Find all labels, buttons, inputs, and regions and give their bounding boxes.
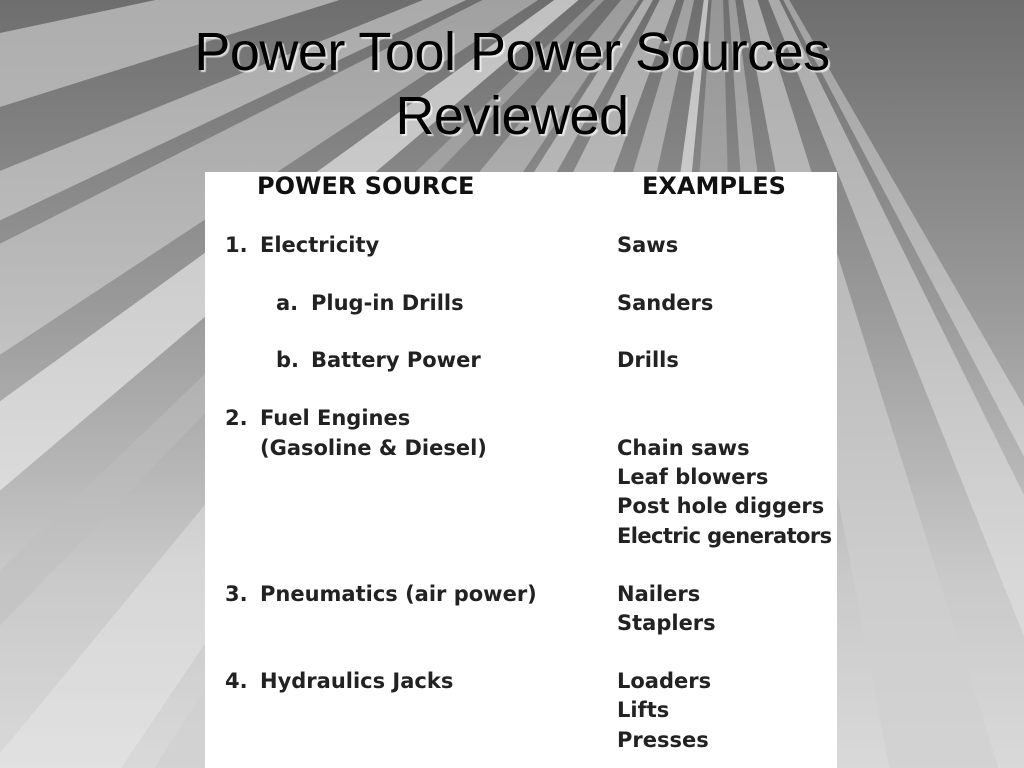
source-number: b.: [276, 348, 300, 372]
example-item: Chain saws: [617, 436, 750, 460]
source-label: Plug-in Drills: [311, 291, 464, 315]
slide-title: [0, 20, 1024, 148]
example-item: Post hole diggers: [617, 494, 825, 518]
example-item: Loaders: [617, 669, 712, 693]
source-label: Pneumatics (air power): [260, 582, 537, 606]
source-number: a.: [276, 291, 299, 315]
source-number: 1.: [225, 233, 248, 257]
source-label: Battery Power: [311, 348, 481, 372]
example-item: Staplers: [617, 611, 716, 635]
source-label: (Gasoline & Diesel): [260, 436, 487, 460]
source-number: 3.: [225, 582, 248, 606]
example-item: Drills: [617, 348, 679, 372]
title-line-1: Power Tool Power Sources: [194, 22, 830, 82]
example-item: Saws: [617, 233, 679, 257]
example-item: Lifts: [617, 698, 670, 722]
source-number: 4.: [225, 669, 248, 693]
source-label: Electricity: [260, 233, 380, 257]
example-item: Nailers: [617, 582, 701, 606]
example-item: Electric generators: [617, 524, 832, 548]
header-examples: EXAMPLES: [642, 172, 786, 200]
example-item: Sanders: [617, 291, 714, 315]
power-source-table: [205, 172, 837, 768]
header-power-source: POWER SOURCE: [257, 172, 475, 200]
example-item: Leaf blowers: [617, 465, 769, 489]
example-item: Presses: [617, 728, 709, 752]
source-label: Hydraulics Jacks: [260, 669, 454, 693]
title-line-2: Reviewed: [395, 86, 629, 146]
source-label: Fuel Engines: [260, 406, 411, 430]
source-number: 2.: [225, 406, 248, 430]
